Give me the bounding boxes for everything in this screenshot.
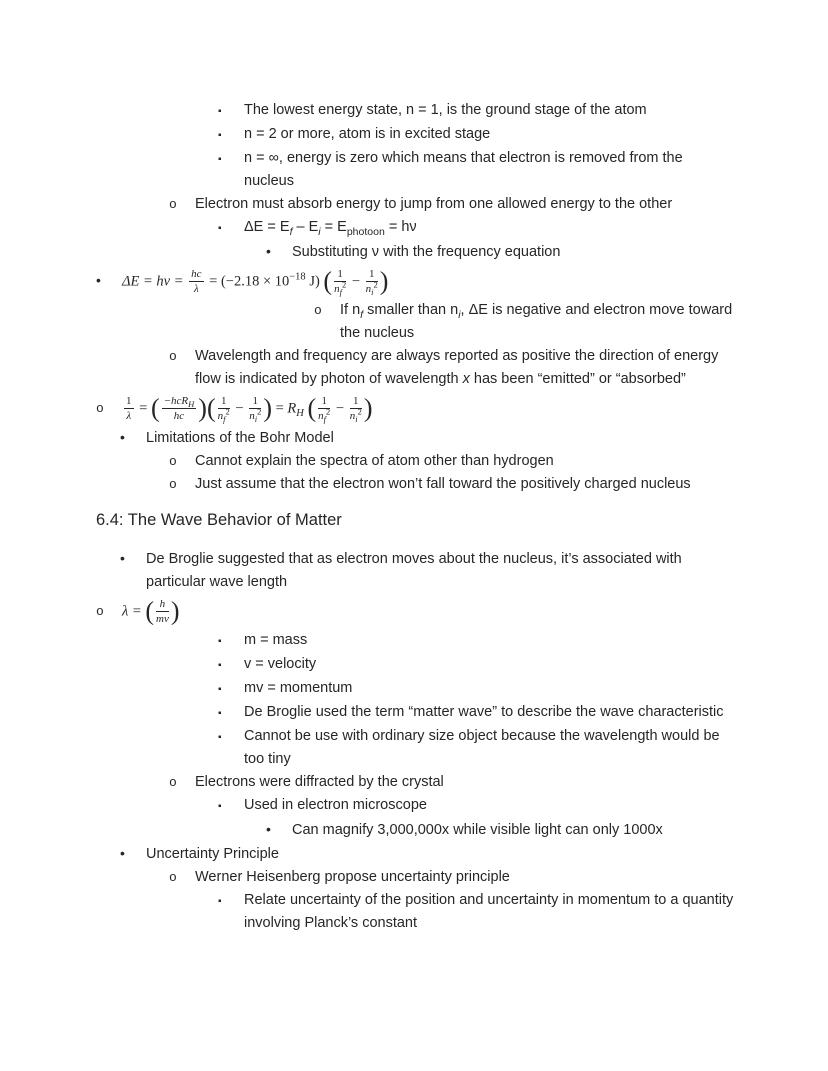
list-item [96, 794, 734, 818]
bullet-square-icon: ▪ [218, 708, 222, 719]
list-item [96, 473, 734, 496]
fraction: $\frac{1}{n_f^2}$ [318, 395, 331, 425]
list-item [96, 701, 734, 725]
list-item-text: Cannot be use with ordinary size object because the wavelength would be too tiny [244, 728, 720, 767]
list-item [96, 842, 734, 866]
bullet-disc-icon: • [96, 272, 101, 289]
bullet-disc-icon: • [266, 243, 271, 259]
list-item-text: ΔE = hν = $\frac{hc}{\lambda}$ = ($-2.18 \times 10^{-18}$ J) ( $\frac{1}{n_f^2}$ − $\frac{1}{n_i^2}$ ) [122, 266, 389, 298]
bullet-square-icon: ▪ [218, 130, 222, 141]
list-item-text: v = velocity [244, 656, 317, 672]
list-item-text: Uncertainty Principle [146, 846, 279, 862]
list-item [96, 818, 734, 842]
big-paren: ( [307, 393, 317, 423]
big-paren: ) [363, 393, 373, 423]
big-paren: ( [145, 596, 154, 626]
bullet-circle-icon: o [169, 870, 177, 885]
list-item [96, 193, 734, 216]
list-item-text: m = mass [244, 632, 308, 648]
list-item-text: The lowest energy state, n = 1, is the ground stage of the atom [244, 102, 647, 118]
list-item-text: n = 2 or more, atom is in excited stage [244, 126, 491, 142]
bullet-disc-icon: • [266, 821, 271, 837]
fraction: $\frac{hc}{\lambda}$ [191, 268, 202, 295]
bullet-square-icon: ▪ [218, 223, 222, 234]
list-item [96, 123, 734, 147]
bullet-circle-icon: o [169, 349, 177, 364]
list-item [96, 653, 734, 677]
list-item-text: $\Delta E = E_f - E_i = E_{photoon} = h\nu$ [244, 219, 417, 238]
list-item [96, 771, 734, 794]
big-paren: ) [263, 393, 272, 423]
list-item-text: Werner Heisenberg propose uncertainty principle [195, 869, 510, 885]
list-item-text: Just assume that the electron won’t fall toward the positively charged nucleus [195, 476, 691, 492]
list-item [96, 450, 734, 473]
big-paren: ) [379, 266, 389, 296]
list-item [96, 725, 734, 771]
bullet-circle-icon: o [169, 477, 177, 492]
list-item-text: Can magnify 3,000,000x while visible light can only 1000x [292, 822, 663, 838]
bullet-circle-icon: o [96, 604, 104, 620]
list-item-text: Used in electron microscope [244, 797, 427, 813]
bullet-square-icon: ▪ [218, 801, 222, 812]
list-item-text: λ = ( $\frac{h}{mv}$ ) [122, 596, 180, 626]
list-item-text: Wavelength and frequency are always reported as positive the direction of energy flow is indicated by photon of wavelength x has been “emitted” or “absorbed” [195, 348, 719, 387]
list-item [96, 240, 734, 264]
bullet-square-icon: ▪ [218, 732, 222, 743]
bullet-disc-icon: • [120, 429, 125, 445]
bullet-circle-icon: o [169, 775, 177, 790]
fraction: $\frac{1}{n_f^2}$ [334, 268, 347, 298]
list-item-text: De Broglie suggested that as electron moves about the nucleus, it’s associated with particular wave length [146, 551, 682, 590]
list-item-text: Cannot explain the spectra of atom other than hydrogen [195, 453, 554, 469]
fraction: $\frac{1}{\lambda}$ [126, 395, 132, 422]
list-item [96, 547, 734, 594]
list-item-text: If $n_f$ smaller than $n_i$, ΔE is negative and electron move toward the nucleus [340, 302, 733, 341]
list-item [96, 216, 734, 240]
bullet-square-icon: ▪ [218, 896, 222, 907]
list-item [96, 264, 734, 299]
bullet-disc-icon: • [120, 550, 125, 566]
section-heading: 6.4: The Wave Behavior of Matter [96, 511, 342, 529]
fraction: $\frac{-hcR_H}{hc}$ [163, 395, 195, 422]
fraction: $\frac{1}{n_f^2}$ [217, 395, 230, 425]
list-item-text: mv = momentum [244, 680, 353, 696]
bullet-circle-icon: o [96, 401, 104, 417]
list-item [96, 299, 734, 345]
list-item-text: De Broglie used the term “matter wave” to describe the wave characteristic [244, 704, 724, 720]
bullet-square-icon: ▪ [218, 684, 222, 695]
fraction: $\frac{h}{mv}$ [156, 598, 169, 625]
list-item-text: n = ∞, energy is zero which means that electron is removed from the nucleus [244, 150, 683, 189]
list-item [96, 594, 734, 629]
list-item-text: Relate uncertainty of the position and uncertainty in momentum to a quantity involving Planck’s constant [244, 892, 734, 931]
big-paren: ( [323, 266, 333, 296]
bullet-circle-icon: o [169, 454, 177, 469]
big-paren: ) [170, 596, 180, 626]
bullet-square-icon: ▪ [218, 106, 222, 117]
list-item [96, 677, 734, 701]
list-item [96, 629, 734, 653]
list-item [96, 426, 734, 450]
big-paren: ( [206, 393, 216, 423]
document-body [96, 99, 734, 935]
big-paren: ) [198, 393, 207, 423]
list-item [96, 345, 734, 391]
fraction: $\frac{1}{n_i^2}$ [365, 268, 378, 298]
fraction: $\frac{1}{n_i^2}$ [349, 395, 362, 425]
list-item-text: Substituting ν with the frequency equation [292, 244, 561, 260]
list-item-text: Electron must absorb energy to jump from one allowed energy to the other [195, 196, 673, 212]
list-item-text: $\frac{1}{\lambda}$ = ( $\frac{-hcR_H}{hc}$ )( $\frac{1}{n_f^2}$ − $\frac{1}{n_i^2}$ ) = $R_H$ ( $\frac{1}{n_f^2}$ − $\frac{1}{n_i^2}$ ) [126, 393, 373, 425]
bullet-circle-icon: o [314, 303, 322, 318]
bullet-square-icon: ▪ [218, 154, 222, 165]
list-item-text: Electrons were diffracted by the crystal [195, 774, 444, 790]
bullet-square-icon: ▪ [218, 636, 222, 647]
list-item [96, 889, 734, 935]
list-item [96, 391, 734, 426]
list-item [96, 147, 734, 193]
list-item [96, 99, 734, 123]
list-item-text: Limitations of the Bohr Model [146, 430, 334, 446]
big-paren: ( [150, 393, 160, 423]
bullet-circle-icon: o [169, 197, 177, 212]
bullet-disc-icon: • [120, 845, 125, 861]
bullet-square-icon: ▪ [218, 660, 222, 671]
fraction: $\frac{1}{n_i^2}$ [249, 395, 262, 425]
list-item [96, 866, 734, 889]
